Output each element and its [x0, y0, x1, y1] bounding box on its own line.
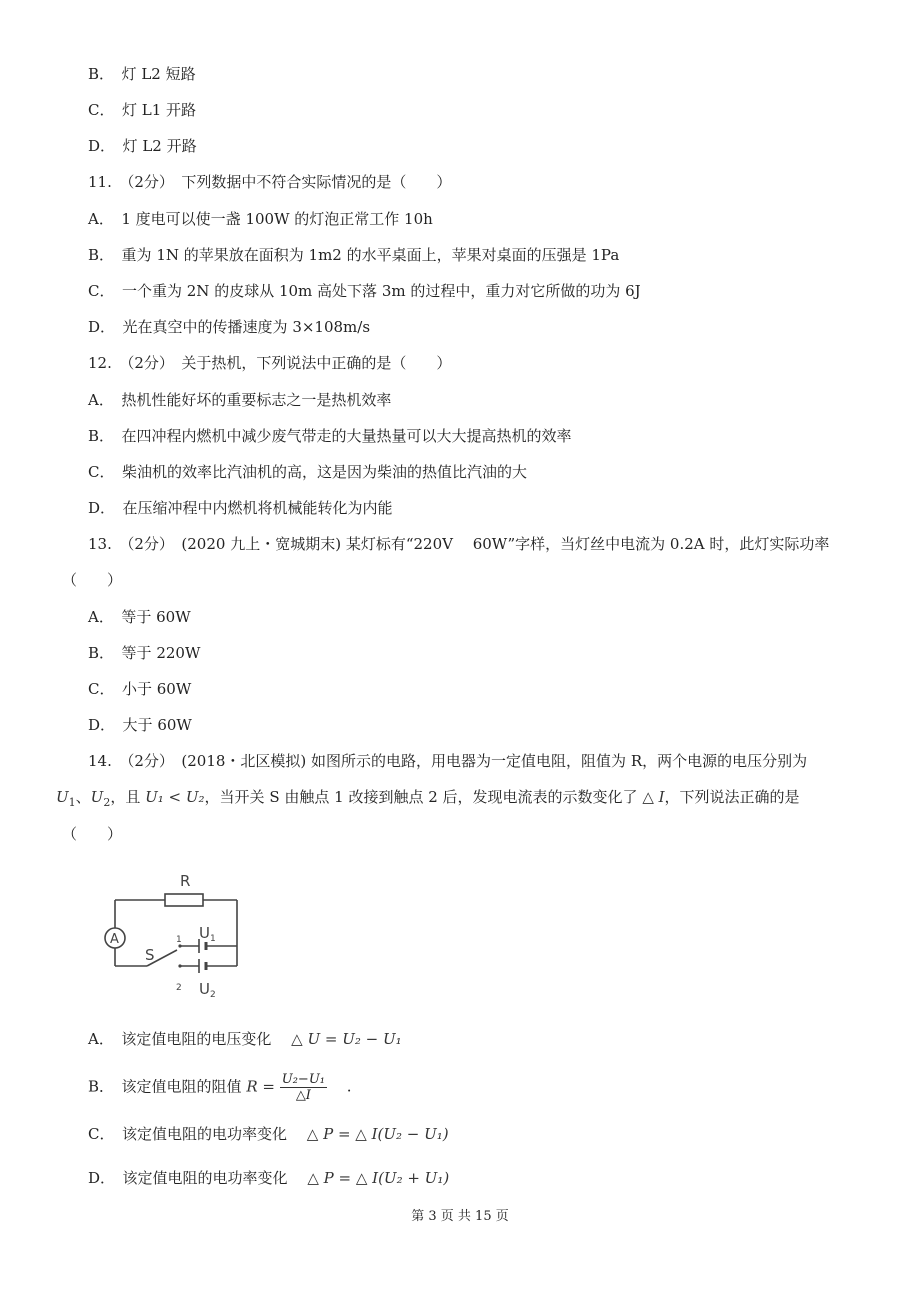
q11-stem: 11. （2分） 下列数据中不符合实际情况的是（ ）: [88, 173, 452, 191]
label-a: A: [110, 932, 119, 947]
label-r: R: [180, 872, 191, 890]
q12-option-a: A． 热机性能好坏的重要标志之一是热机效率: [88, 391, 392, 409]
q12-stem: 12. （2分） 关于热机，下列说法中正确的是（ ）: [88, 354, 452, 372]
u2-symbol: $U_2$: [90, 788, 111, 809]
battery-u2: [199, 959, 206, 973]
page-footer: 第 3 页 共 15 页: [411, 1209, 509, 1224]
label-s: S: [145, 946, 155, 964]
q13-option-b: B． 等于 220W: [88, 644, 201, 662]
q14-stem: 14. （2分） (2018・北区模拟) 如图所示的电路，用电器为一定值电阻，阻值为 R，两个电源的电压分别为: [88, 752, 808, 770]
q14-answer-blank: （ ）: [62, 825, 123, 843]
q10-option-d: D． 灯 L2 开路: [88, 137, 197, 155]
q14-option-a: A． 该定值电阻的电压变化 △ U = U₂ − U₁: [88, 1030, 402, 1048]
q14-option-d: D． 该定值电阻的电功率变化 △ P = △ I(U₂ + U₁): [88, 1169, 450, 1187]
label-u1: $U_1$: [199, 924, 216, 944]
q13-option-d: D． 大于 60W: [88, 716, 192, 734]
q14-option-b: B． 该定值电阻的阻值 R = $\frac{\text{U₂−U₁}}{\triangle I}$ .: [88, 1072, 352, 1103]
q12-option-d: D． 在压缩冲程中内燃机将机械能转化为内能: [88, 499, 393, 517]
q10-option-c: C． 灯 L1 开路: [88, 101, 197, 119]
q11-option-b: B． 重为 1N 的苹果放在面积为 1m2 的水平桌面上，苹果对桌面的压强是 1Pa: [88, 246, 620, 264]
q11-option-d: D． 光在真空中的传播速度为 3×108m/s: [88, 318, 371, 336]
q11-option-a: A． 1 度电可以使一盏 100W 的灯泡正常工作 10h: [88, 210, 433, 228]
formula-delta-u: △ U = U₂ − U₁: [291, 1030, 402, 1048]
q12-option-c: C． 柴油机的效率比汽油机的高，这是因为柴油的热值比汽油的大: [88, 463, 528, 481]
resistor-r: [165, 894, 203, 906]
formula-r-fraction: $\frac{\text{U₂−U₁}}{\triangle I}$: [281, 1072, 325, 1103]
circuit-diagram: [95, 862, 255, 1008]
label-terminal-1: 1: [176, 935, 182, 945]
q13-option-a: A． 等于 60W: [88, 608, 191, 626]
delta-i-symbol: △ I: [642, 788, 665, 806]
q10-option-b: B． 灯 L2 短路: [88, 65, 196, 83]
label-u2: $U_2$: [199, 980, 216, 1000]
q13-stem: 13. （2分） (2020 九上・宽城期末) 某灯标有“220V 60W”字样，当灯丝中电流为 0.2A 时，此灯实际功率: [88, 535, 830, 553]
q13-answer-blank: （ ）: [62, 571, 123, 589]
u1-less-u2: U₁ < U₂: [145, 788, 205, 806]
terminal-2: [178, 964, 181, 967]
label-terminal-2: 2: [176, 983, 182, 993]
formula-r-lhs: R =: [246, 1077, 275, 1096]
q12-option-b: B． 在四冲程内燃机中减少废气带走的大量热量可以大大提高热机的效率: [88, 427, 572, 445]
q14-stem-line2: $U_1$、$U_2$，且 U₁ < U₂，当开关 S 由触点 1 改接到触点 2 后，发现电流表的示数变化了 △ I，下列说法正确的是: [56, 788, 800, 809]
formula-delta-p-plus: △ P = △ I(U₂ + U₁): [307, 1169, 450, 1187]
formula-delta-p-minus: △ P = △ I(U₂ − U₁): [306, 1125, 449, 1143]
q14-option-c: C． 该定值电阻的电功率变化 △ P = △ I(U₂ − U₁): [88, 1125, 449, 1143]
q13-option-c: C． 小于 60W: [88, 680, 192, 698]
q11-option-c: C． 一个重为 2N 的皮球从 10m 高处下落 3m 的过程中，重力对它所做的功为 6J: [88, 282, 641, 300]
u1-symbol: $U_1$: [56, 788, 76, 809]
